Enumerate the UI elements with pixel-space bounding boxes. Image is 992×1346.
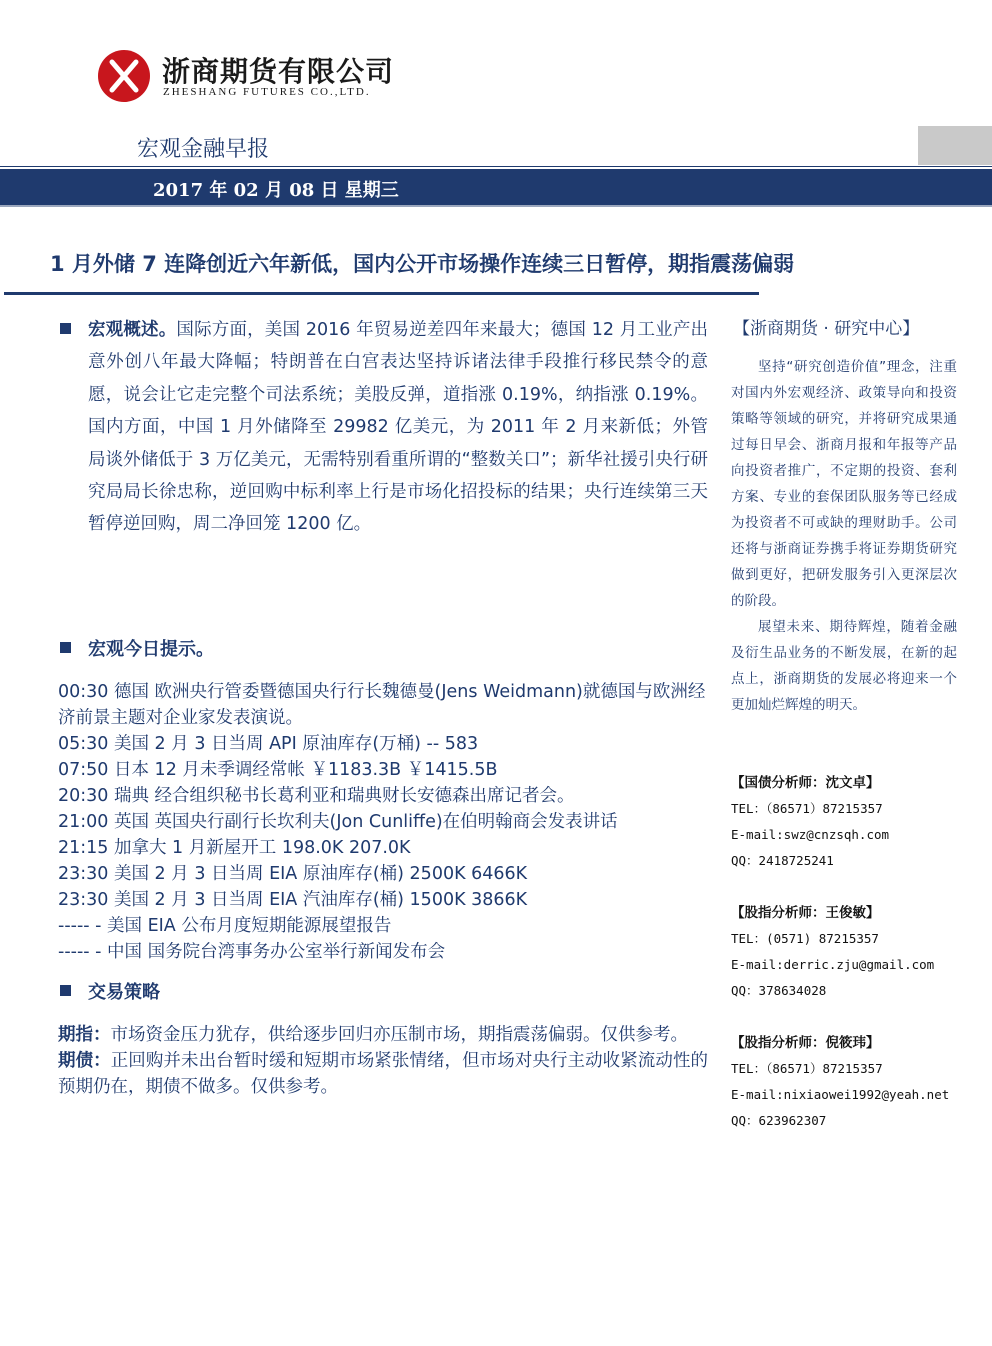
analyst-title: 【股指分析师：王俊敏】 — [731, 905, 880, 921]
headline: 1 月外储 7 连降创近六年新低，国内公开市场操作连续三日暂停，期指震荡偏弱 — [50, 252, 795, 276]
research-center-intro: 坚持“研究创造价值”理念，注重对国内外宏观经济、政策导向和投资策略等领域的研究，并将研究成果通过每日早会、浙商月报和年报等产品向投资者推广，不定期的投资、套利方案、专业的套保团队服务等已经成为投资者不可或缺的理财助手。公司还将与浙商证券携手将证券期货研究做到更好，把研发服务引入更深层次的阶段。 — [731, 359, 957, 609]
headline-divider — [4, 292, 759, 295]
analyst-qq: QQ：623962307 — [731, 1113, 827, 1128]
list-item: 00:30 德国 欧洲央行管委暨德国央行行长魏德曼(Jens Weidmann)就德国与欧洲经济前景主题对企业家发表演说。 — [58, 682, 706, 728]
strategy-item-bond-futures — [58, 1048, 708, 1100]
report-date: 2017 年 02 月 08 日 星期三 — [153, 180, 399, 201]
analyst-qq: QQ：2418725241 — [731, 853, 834, 868]
analyst-tel: TEL：（86571）87215357 — [731, 1061, 883, 1076]
analyst-card — [731, 770, 971, 874]
strategy-text: 市场资金压力犹存，供给逐步回归亦压制市场，期指震荡偏弱。仅供参考。 — [110, 1025, 688, 1045]
strategy-list — [58, 1022, 708, 1100]
analyst-tel: TEL：(0571) 87215357 — [731, 931, 879, 946]
analyst-tel: TEL：（86571）87215357 — [731, 801, 883, 816]
analyst-qq: QQ：378634028 — [731, 983, 827, 998]
list-item: ----- - 美国 EIA 公布月度短期能源展望报告 — [58, 916, 392, 936]
strategy-item-index-futures — [58, 1022, 708, 1048]
list-item: ----- - 中国 国务院台湾事务办公室举行新闻发布会 — [58, 942, 446, 962]
date-bar-underline — [0, 205, 992, 207]
analyst-card — [731, 900, 971, 1004]
date-bar — [0, 169, 992, 205]
analyst-email[interactable]: E-mail:derric.zju@gmail.com — [731, 957, 935, 972]
list-item: 21:00 英国 英国央行副行长坎利夫(Jon Cunliffe)在伯明翰商会发表讲话 — [58, 812, 618, 832]
header-divider — [0, 166, 992, 167]
list-item: 05:30 美国 2 月 3 日当周 API 原油库存(万桶) -- 583 — [58, 734, 479, 754]
header-decoration-box — [918, 126, 992, 165]
list-item: 23:30 美国 2 月 3 日当周 EIA 汽油库存(桶) 1500K 3866K — [58, 890, 528, 910]
analyst-title: 【股指分析师：倪筱玮】 — [731, 1035, 880, 1051]
analyst-email[interactable]: E-mail:nixiaowei1992@yeah.net — [731, 1087, 950, 1102]
research-center-outlook: 展望未来、期待辉煌，随着金融及衍生品业务的不断发展，在新的起点上，浙商期货的发展必将迎来一个更加灿烂辉煌的明天。 — [731, 619, 957, 713]
section-bullet-icon — [60, 323, 71, 334]
research-center-title: 【浙商期货 · 研究中心】 — [733, 319, 920, 339]
report-type-title: 宏观金融早报 — [137, 137, 270, 162]
company-logo-icon — [96, 48, 152, 104]
event-list — [58, 679, 710, 965]
macro-overview-paragraph — [88, 314, 708, 541]
section-bullet-icon — [60, 642, 71, 653]
macro-overview-label: 宏观概述。 — [88, 320, 177, 340]
analyst-title: 【国债分析师：沈文卓】 — [731, 775, 880, 791]
list-item: 23:30 美国 2 月 3 日当周 EIA 原油库存(桶) 2500K 6466K — [58, 864, 528, 884]
analyst-card — [731, 1030, 971, 1134]
strategy-title: 交易策略 — [88, 982, 160, 1003]
strategy-text: 正回购并未出台暂时缓和短期市场紧张情绪，但市场对央行主动收紧流动性的预期仍在，期债不做多。仅供参考。 — [58, 1051, 709, 1097]
strategy-label: 期指： — [58, 1025, 111, 1045]
list-item: 07:50 日本 12 月未季调经常帐 ￥1183.3B ￥1415.5B — [58, 760, 498, 780]
list-item: 20:30 瑞典 经合组织秘书长葛利亚和瑞典财长安德森出席记者会。 — [58, 786, 575, 806]
today-tips-title: 宏观今日提示。 — [88, 639, 214, 660]
analyst-email[interactable]: E-mail:swz@cnzsqh.com — [731, 827, 890, 842]
company-name-en: ZHESHANG FUTURES CO.,LTD. — [163, 86, 371, 98]
strategy-label: 期债： — [58, 1051, 111, 1071]
macro-overview-text: 国际方面，美国 2016 年贸易逆差四年来最大；德国 12 月工业产出意外创八年最大降幅；特朗普在白宫表达坚持诉诸法律手段推行移民禁令的意愿，说会让它走完整个司法系统；美股反弹，道指涨 0.19%，纳指涨 0.19%。国内方面，中国 1 月外储降至 29982 亿美元，为 2011 年 2 月来新低；外管局谈外储低于 3 万亿美元，无需特别看重所谓的“整数关口”；新华社援引央行研究局局长徐忠称，逆回购中标利率上行是市场化招投标的结果；央行连续第三天暂停逆回购，周二净回笼 1200 亿。 — [88, 320, 708, 535]
list-item: 21:15 加拿大 1 月新屋开工 198.0K 207.0K — [58, 838, 411, 858]
company-name-cn: 浙商期货有限公司 — [162, 55, 395, 88]
section-bullet-icon — [60, 985, 71, 996]
